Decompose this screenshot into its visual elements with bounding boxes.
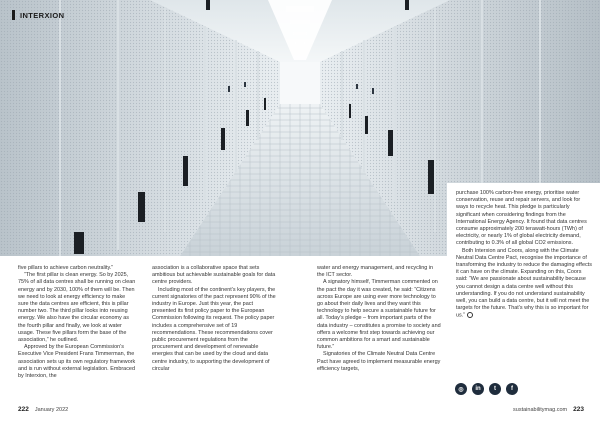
paragraph <box>456 248 592 320</box>
paragraph: Including most of the continent’s key players, the current signatories of the pact represent 90% of the industry in Europe. Just this year, the pact presented its first policy paper to the European Commission following its request. The policy paper includes a comprehensive set of 19 recommendations. These recommendations cover public procurement regulations from the procurement and development of renewable energies that can be used by the cloud and data centre industry, to supporting the development of circular <box>152 286 276 372</box>
paragraph: Signatories of the Climate Neutral Data Centre Pact have agreed to implement measurable energy efficiency targets, <box>317 351 441 372</box>
linkedin-icon[interactable]: in <box>472 383 484 395</box>
paragraph: Approved by the European Commission’s Executive Vice President Frans Timmerman, the association sets up its own regulatory framework and is run without external legislation. Embraced by Interxion, the <box>18 344 136 380</box>
footer-left <box>18 406 68 413</box>
social-links <box>455 383 518 395</box>
issue-date: January 2022 <box>34 407 69 413</box>
page-number-right: 223 <box>573 406 584 413</box>
paragraph: five pillars to achieve carbon neutrality.” <box>18 265 114 271</box>
article-column-2 <box>152 265 278 373</box>
facebook-icon[interactable]: f <box>506 383 518 395</box>
section-tag <box>12 10 64 20</box>
paragraph: purchase 100% carbon-free energy, prioritise water conservation, reuse and repair servers, and look for ways to recycle heat. This pledge is particularly significant when considering findings from the International Energy Agency. It found that data centres consume approximately 200 terawatt-hours (TWh) of electricity, or nearly 1% of global electricity demand, contributing to 0.3% of all global CO2 emissions. <box>456 190 587 247</box>
paragraph: A signatory himself, Timmerman commented on the pact the day it was created, he said: “Citizens across Europe are using ever more technology to go about their daily lives and they want this technology to help secure a sustainable future for all. Today’s pledge – from important parts of the data industry – constitutes a promise to society and offers a welcome first step towards achieving our common ambitions for a smart and sustainable future.” <box>317 279 441 351</box>
section-marker-bar <box>12 10 15 20</box>
footer-right <box>513 406 584 413</box>
article-column-3 <box>317 265 441 373</box>
paragraph: water and energy management, and recycling in the ICT sector. <box>317 265 434 279</box>
instagram-icon[interactable]: ◎ <box>455 383 467 395</box>
site-url[interactable]: sustainabilitymag.com <box>513 407 568 413</box>
twitter-icon[interactable]: t <box>489 383 501 395</box>
page-number-left: 222 <box>18 406 29 413</box>
section-label: INTERXION <box>20 10 65 20</box>
article-column-4 <box>456 190 592 320</box>
paragraph: “The first pillar is clean energy. So by 2025, 75% of all data centres shall be running on clean energy and by 2030, 100% of them will be. Then we need to look at energy efficiency to make sure the data centres are efficient, this is pillar number two. The third pillar looks into reusing energy. We also have the circular economy as the fourth pillar and finally, we look at water usage. These five pillars form the base of the association,” he outlined. <box>18 272 136 344</box>
paragraph-text: Both Interxion and Coors, along with the Climate Neutral Data Centre Pact, recognise the importance of transforming the industry to reduce the damaging effects it can have on the climate. Expanding on this, Coors said: “We are passionate about sustainability because you cannot design a data centre well without this understanding. If you do not understand sustainability well, you can build a data centre, but it will not meet the targets for the future. That’s why this is so important for us.” <box>456 247 592 319</box>
paragraph: association is a collaborative space that sets ambitious but achievable sustainable goals for data centre providers. <box>152 265 276 286</box>
article-column-1 <box>18 265 136 380</box>
end-mark-icon <box>467 312 473 318</box>
